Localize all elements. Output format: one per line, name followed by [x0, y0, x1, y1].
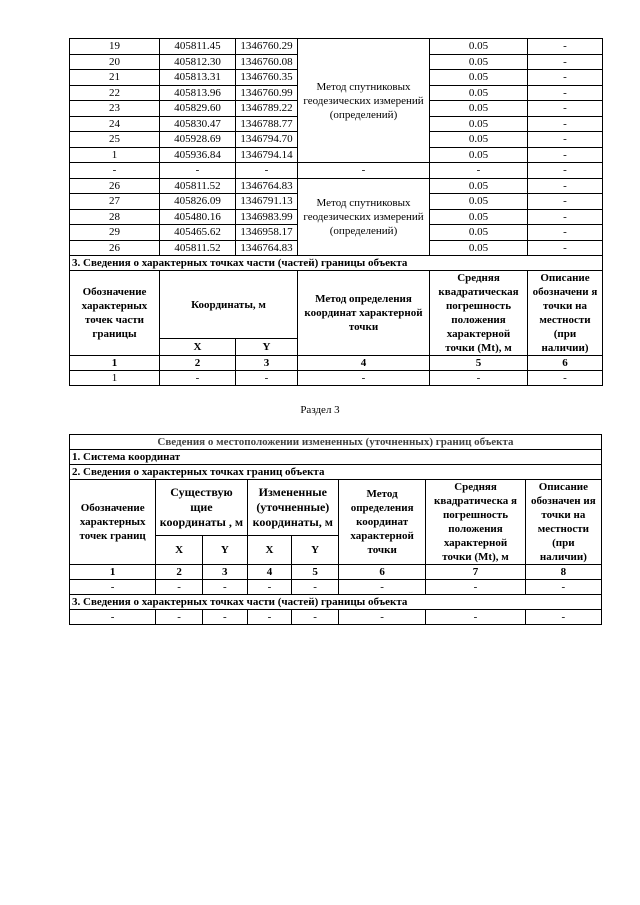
coord-y: 1346983.99: [236, 209, 298, 225]
header-x: X: [160, 339, 236, 356]
header-method: Метод определения координат характерной точки: [298, 271, 430, 356]
cell: -: [247, 610, 292, 625]
title-row: [70, 435, 602, 450]
point-number: 25: [70, 132, 160, 148]
cell: -: [525, 610, 601, 625]
cell: -: [156, 580, 203, 595]
point-number: 22: [70, 85, 160, 101]
header-changed: Измененные (уточненные) координаты, м: [247, 480, 338, 536]
cell: -: [236, 163, 298, 179]
coord-x: 405812.30: [160, 54, 236, 70]
coordinates-table: [69, 38, 603, 386]
coord-x: 405826.09: [160, 194, 236, 210]
column-number: 1: [70, 356, 160, 371]
description-cell: -: [528, 225, 603, 241]
cell: -: [430, 163, 528, 179]
column-number: 5: [430, 356, 528, 371]
column-number: 4: [298, 356, 430, 371]
cell: -: [338, 580, 425, 595]
description-cell: -: [528, 178, 603, 194]
cell: -: [160, 163, 236, 179]
header-method: Метод определения координат характерной точки: [338, 480, 425, 565]
part-section-title: 3. Сведения о характерных точках части (частей) границы объекта: [70, 256, 603, 271]
accuracy-cell: 0.05: [430, 147, 528, 163]
description-cell: -: [528, 194, 603, 210]
cell: 1: [70, 371, 160, 386]
header-accuracy: Средняя квадратическая погрешность положения характерной точки (Mt), м: [430, 271, 528, 356]
table-row: [70, 610, 602, 625]
column-number: 6: [338, 565, 425, 580]
coord-y: 1346764.83: [236, 178, 298, 194]
points-title: 2. Сведения о характерных точках границ объекта: [70, 465, 602, 480]
accuracy-cell: 0.05: [430, 116, 528, 132]
method-cell: Метод спутниковых геодезических измерений (определений): [298, 39, 430, 163]
description-cell: -: [528, 240, 603, 256]
part-section-title: 3. Сведения о характерных точках части (частей) границы объекта: [70, 595, 602, 610]
header-designation: Обозначение характерных точек границ: [70, 480, 156, 565]
point-number: 20: [70, 54, 160, 70]
cell: -: [426, 610, 525, 625]
cell: -: [525, 580, 601, 595]
cell: -: [70, 163, 160, 179]
coord-y: 1346958.17: [236, 225, 298, 241]
coord-x: 405813.96: [160, 85, 236, 101]
description-cell: -: [528, 101, 603, 117]
point-number: 23: [70, 101, 160, 117]
cell: -: [426, 580, 525, 595]
header-x: X: [156, 536, 203, 565]
coord-y: 1346760.08: [236, 54, 298, 70]
column-number: 7: [426, 565, 525, 580]
point-number: 26: [70, 240, 160, 256]
column-number: 2: [160, 356, 236, 371]
column-numbers-row: [70, 356, 603, 371]
description-cell: -: [528, 54, 603, 70]
header-y: Y: [236, 339, 298, 356]
point-number: 26: [70, 178, 160, 194]
header-row: [70, 271, 603, 339]
column-numbers-row: [70, 565, 602, 580]
table-title: Сведения о местоположении измененных (уточненных) границ объекта: [70, 435, 602, 450]
coord-x: 405811.52: [160, 178, 236, 194]
cell: -: [202, 580, 247, 595]
header-row: [70, 480, 602, 536]
cell: -: [70, 580, 156, 595]
coord-x: 405811.45: [160, 39, 236, 55]
method-cell: Метод спутниковых геодезических измерений (определений): [298, 178, 430, 256]
column-number: 1: [70, 565, 156, 580]
header-x: X: [247, 536, 292, 565]
accuracy-cell: 0.05: [430, 178, 528, 194]
cell: -: [338, 610, 425, 625]
point-number: 1: [70, 147, 160, 163]
description-cell: -: [528, 147, 603, 163]
header-existing: Существую щие координаты , м: [156, 480, 247, 536]
coord-y: 1346791.13: [236, 194, 298, 210]
column-number: 2: [156, 565, 203, 580]
table-row: [70, 371, 603, 386]
accuracy-cell: 0.05: [430, 209, 528, 225]
changed-borders-table: [69, 434, 602, 625]
cell: -: [528, 163, 603, 179]
column-number: 3: [202, 565, 247, 580]
coord-x: 405813.31: [160, 70, 236, 86]
coord-x: 405936.84: [160, 147, 236, 163]
coord-x: 405480.16: [160, 209, 236, 225]
header-accuracy: Средняя квадратическа я погрешность положения характерной точки (Mt), м: [426, 480, 525, 565]
coord-x: 405811.52: [160, 240, 236, 256]
point-number: 24: [70, 116, 160, 132]
point-number: 27: [70, 194, 160, 210]
section-label: Раздел 3: [300, 404, 340, 416]
points-title-row: [70, 465, 602, 480]
coord-y: 1346760.35: [236, 70, 298, 86]
cell: -: [70, 610, 156, 625]
coord-x: 405829.60: [160, 101, 236, 117]
cell: -: [298, 163, 430, 179]
cell: -: [298, 371, 430, 386]
header-y: Y: [292, 536, 339, 565]
point-number: 29: [70, 225, 160, 241]
column-number: 6: [528, 356, 603, 371]
cell: -: [528, 371, 603, 386]
point-number: 21: [70, 70, 160, 86]
description-cell: -: [528, 116, 603, 132]
column-number: 4: [247, 565, 292, 580]
header-description: Описание обозначен ия точки на местности (при наличии): [525, 480, 601, 565]
cell: -: [202, 610, 247, 625]
table-row: [70, 580, 602, 595]
description-cell: -: [528, 85, 603, 101]
accuracy-cell: 0.05: [430, 54, 528, 70]
description-cell: -: [528, 209, 603, 225]
coord-y: 1346789.22: [236, 101, 298, 117]
part-section-title-row: [70, 595, 602, 610]
header-y: Y: [202, 536, 247, 565]
point-number: 19: [70, 39, 160, 55]
cell: -: [156, 610, 203, 625]
accuracy-cell: 0.05: [430, 39, 528, 55]
description-cell: -: [528, 70, 603, 86]
column-number: 5: [292, 565, 339, 580]
accuracy-cell: 0.05: [430, 70, 528, 86]
table-row: [70, 178, 603, 194]
cell: -: [292, 580, 339, 595]
coord-y: 1346794.14: [236, 147, 298, 163]
cell: -: [236, 371, 298, 386]
header-coords: Координаты, м: [160, 271, 298, 339]
coord-x: 405830.47: [160, 116, 236, 132]
description-cell: -: [528, 39, 603, 55]
cell: -: [247, 580, 292, 595]
coord-y: 1346788.77: [236, 116, 298, 132]
accuracy-cell: 0.05: [430, 132, 528, 148]
description-cell: -: [528, 132, 603, 148]
part-section-title-row: [70, 256, 603, 271]
coord-x: 405928.69: [160, 132, 236, 148]
coord-y: 1346760.99: [236, 85, 298, 101]
accuracy-cell: 0.05: [430, 85, 528, 101]
cell: -: [292, 610, 339, 625]
accuracy-cell: 0.05: [430, 225, 528, 241]
column-number: 3: [236, 356, 298, 371]
table-row: [70, 39, 603, 55]
coord-y: 1346760.29: [236, 39, 298, 55]
coord-system-title: 1. Система координат: [70, 450, 602, 465]
coord-x: 405465.62: [160, 225, 236, 241]
coord-system-row: [70, 450, 602, 465]
separator-row: [70, 163, 603, 179]
cell: -: [430, 371, 528, 386]
cell: -: [160, 371, 236, 386]
accuracy-cell: 0.05: [430, 194, 528, 210]
column-number: 8: [525, 565, 601, 580]
header-description: Описание обозначени я точки на местности (при наличии): [528, 271, 603, 356]
coord-y: 1346764.83: [236, 240, 298, 256]
accuracy-cell: 0.05: [430, 101, 528, 117]
header-designation: Обозначение характерных точек части границы: [70, 271, 160, 356]
accuracy-cell: 0.05: [430, 240, 528, 256]
coord-y: 1346794.70: [236, 132, 298, 148]
point-number: 28: [70, 209, 160, 225]
